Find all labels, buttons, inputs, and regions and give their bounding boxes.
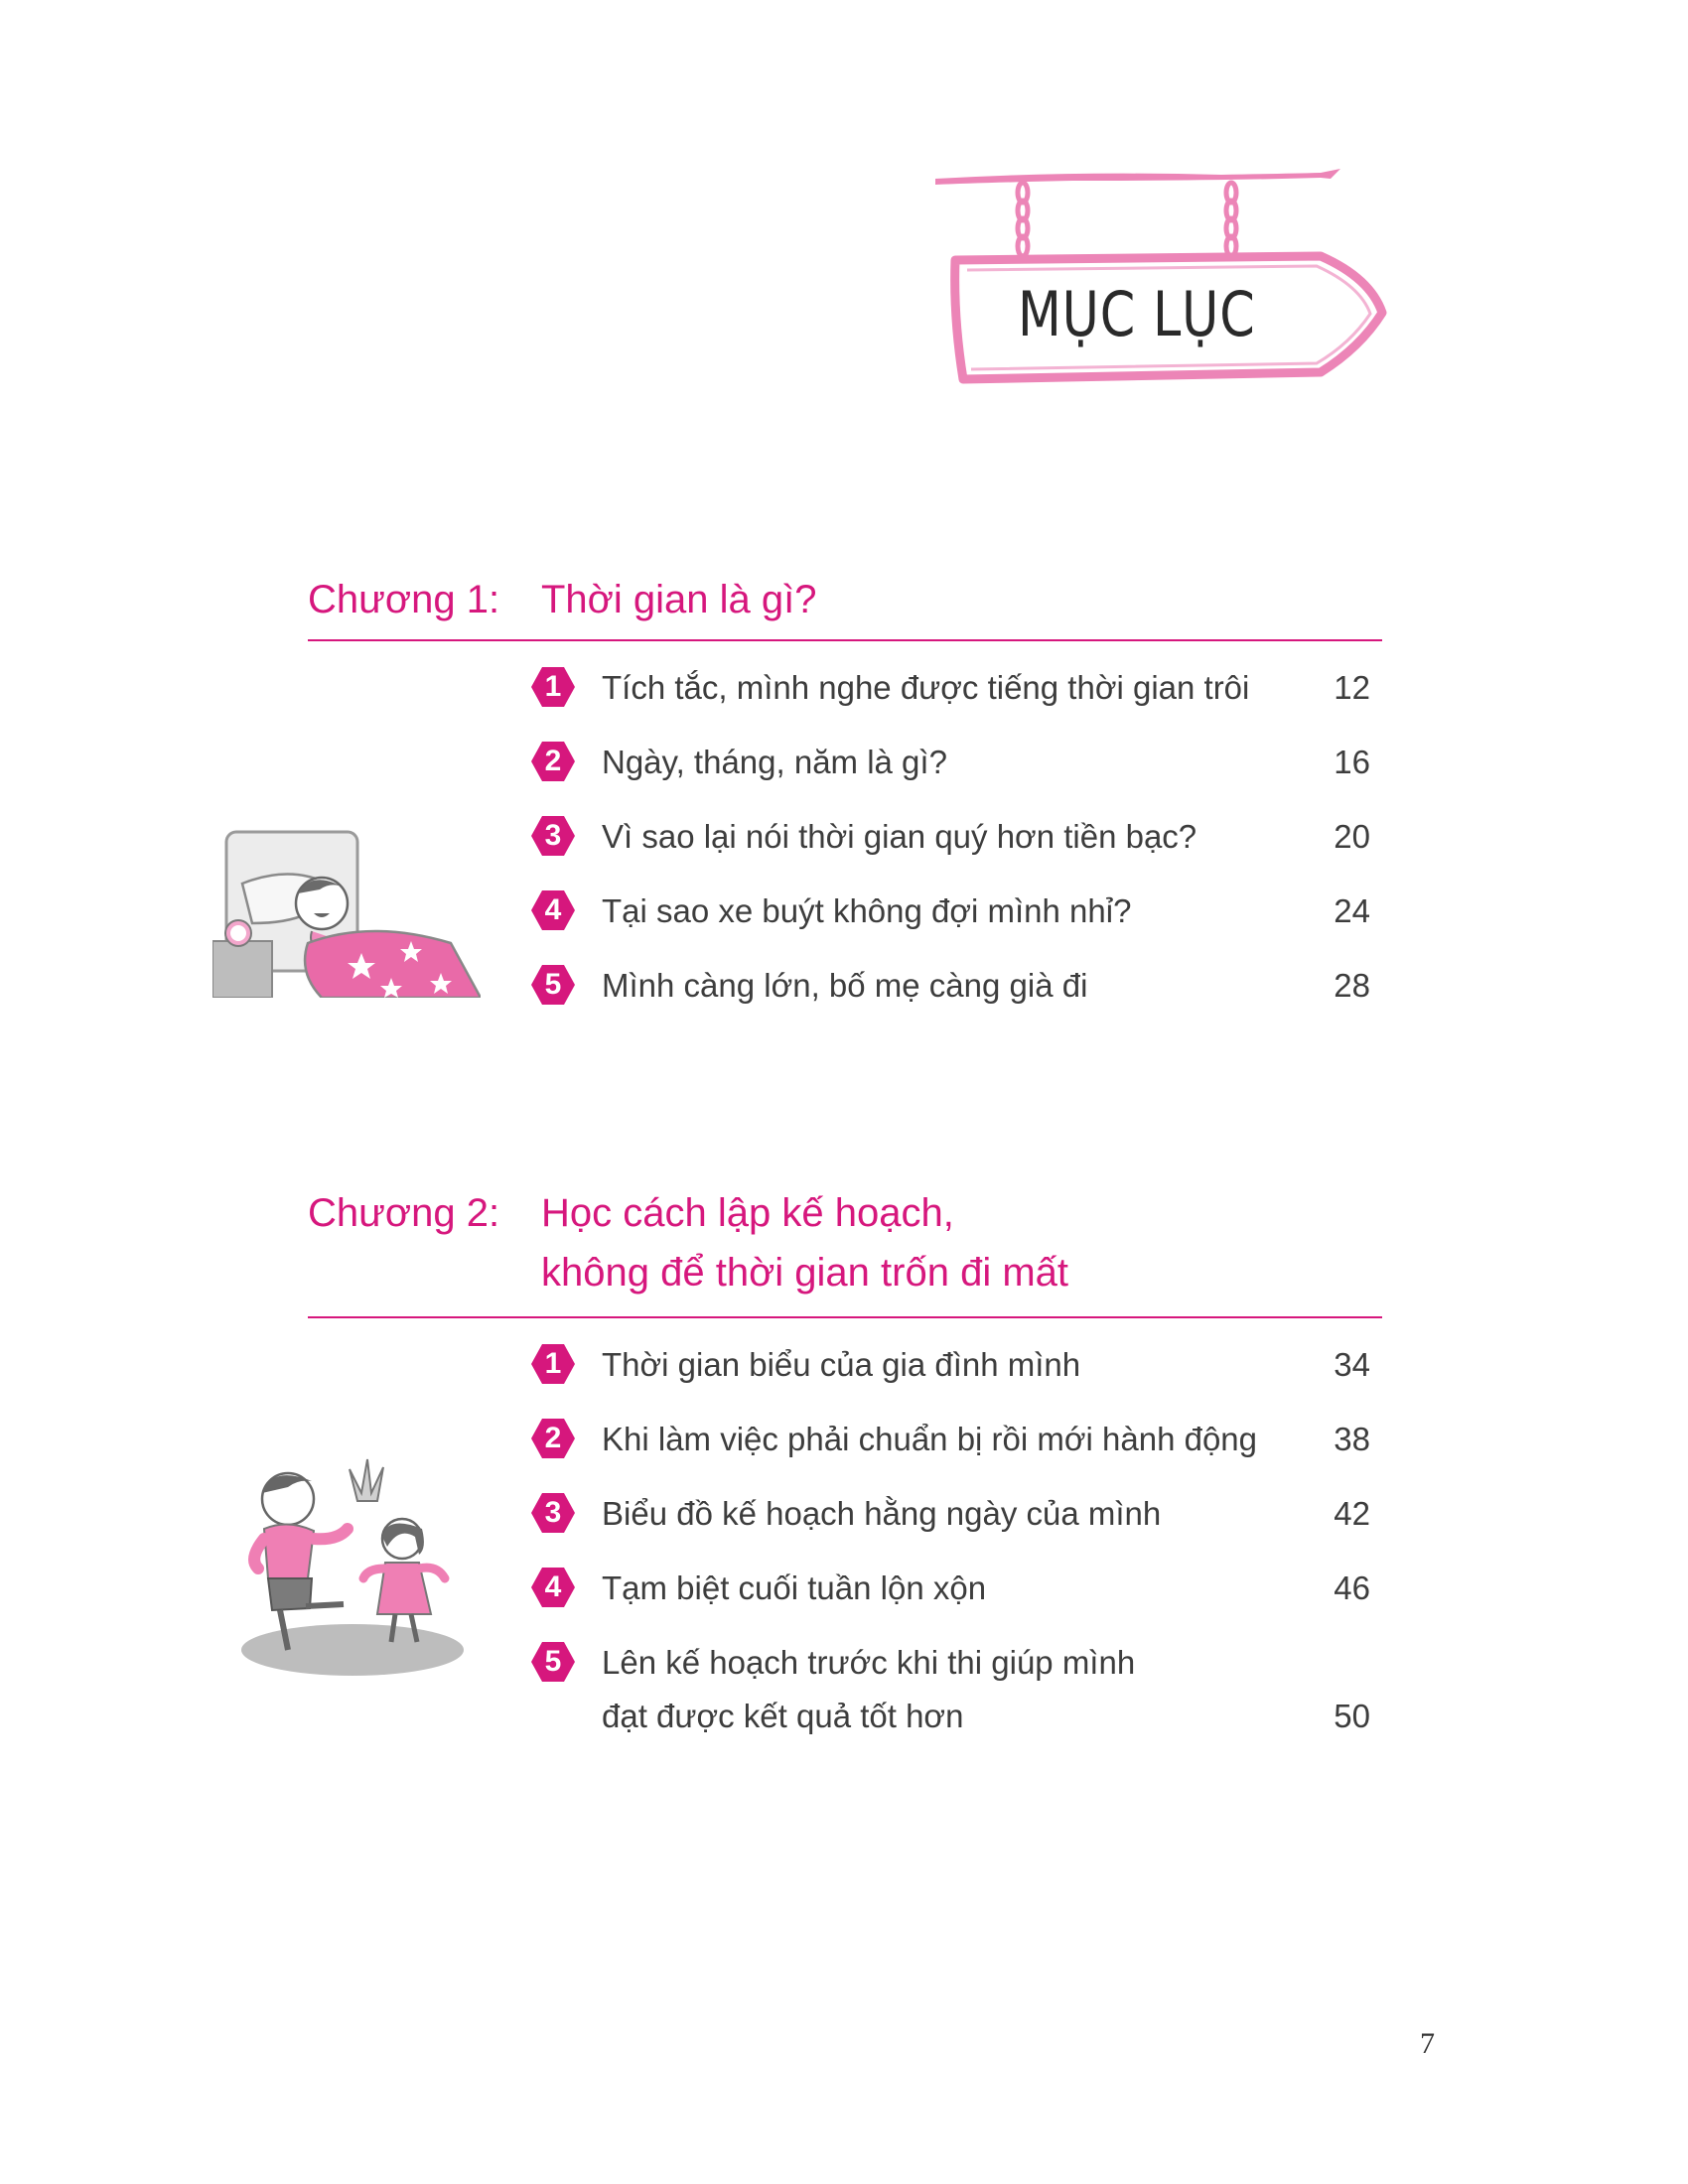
item-title: Biểu đồ kế hoạch hằng ngày của mình [602,1495,1162,1532]
item-number-badge [531,1344,575,1384]
item-number: 2 [544,1422,562,1454]
toc-item[interactable] [531,957,1382,1017]
toc-item[interactable] [531,808,1382,868]
chapter-title-line: Học cách lập kế hoạch, [541,1191,954,1235]
item-title-line: đạt được kết quả tốt hơn [602,1698,964,1734]
toc-item[interactable] [531,734,1382,793]
item-title: Tích tắc, mình nghe được tiếng thời gian trôi [602,669,1250,706]
item-page-number: 34 [1334,1346,1370,1383]
item-number: 4 [544,1570,562,1603]
item-number: 5 [544,968,562,1001]
children-dancing-illustration [228,1430,467,1683]
item-page-number: 42 [1334,1495,1370,1532]
toc-item[interactable] [531,659,1382,719]
item-number-badge [531,890,575,930]
item-page-number: 38 [1334,1421,1370,1457]
item-title: Thời gian biểu của gia đình mình [602,1346,1081,1383]
toc-item[interactable] [531,1485,1382,1545]
item-title [602,1638,1135,1741]
toc-item[interactable] [531,1634,1382,1743]
item-number: 1 [544,670,562,703]
page-title: MỤC LỤC [1018,278,1256,350]
item-page-number: 50 [1334,1698,1370,1734]
item-number-badge [531,1493,575,1533]
item-title: Tại sao xe buýt không đợi mình nhỉ? [602,892,1132,929]
item-number: 3 [544,819,562,852]
toc-item[interactable] [531,883,1382,942]
item-page-number: 12 [1334,669,1370,706]
item-number-badge [531,667,575,707]
chapter-divider [308,1316,1382,1318]
toc-item[interactable] [531,1560,1382,1619]
item-number: 1 [544,1347,562,1380]
item-page-number: 46 [1334,1570,1370,1606]
item-number: 2 [544,745,562,777]
item-page-number: 16 [1334,744,1370,780]
item-number-badge [531,816,575,856]
item-number-badge [531,1642,575,1682]
chapter-label: Chương 1: [308,578,500,621]
item-title-line: Lên kế hoạch trước khi thi giúp mình [602,1644,1136,1681]
item-number: 4 [544,893,562,926]
chapter-divider [308,639,1382,641]
chapter-title [541,1183,1068,1302]
item-title: Ngày, tháng, năm là gì? [602,744,947,780]
page-number: 7 [1420,2027,1435,2060]
toc-item[interactable] [531,1411,1382,1470]
chapter-title [541,570,817,629]
item-number-badge [531,1419,575,1458]
toc-item[interactable] [531,1336,1382,1396]
chapter-title-line: Thời gian là gì? [541,578,817,621]
toc-signpost [923,159,1400,397]
item-page-number: 24 [1334,892,1370,929]
chapter-title-line: không để thời gian trốn đi mất [541,1251,1068,1295]
child-crying-in-bed-illustration [212,824,481,1003]
item-number-badge [531,965,575,1005]
item-title: Vì sao lại nói thời gian quý hơn tiền bạc? [602,818,1197,855]
item-number: 5 [544,1645,562,1678]
item-page-number: 28 [1334,967,1370,1004]
item-title: Khi làm việc phải chuẩn bị rồi mới hành động [602,1421,1258,1457]
item-title: Mình càng lớn, bố mẹ càng già đi [602,967,1088,1004]
item-number: 3 [544,1496,562,1529]
chapter-label: Chương 2: [308,1191,500,1235]
item-number-badge [531,742,575,781]
item-title: Tạm biệt cuối tuần lộn xộn [602,1570,987,1606]
item-number-badge [531,1568,575,1607]
item-page-number: 20 [1334,818,1370,855]
